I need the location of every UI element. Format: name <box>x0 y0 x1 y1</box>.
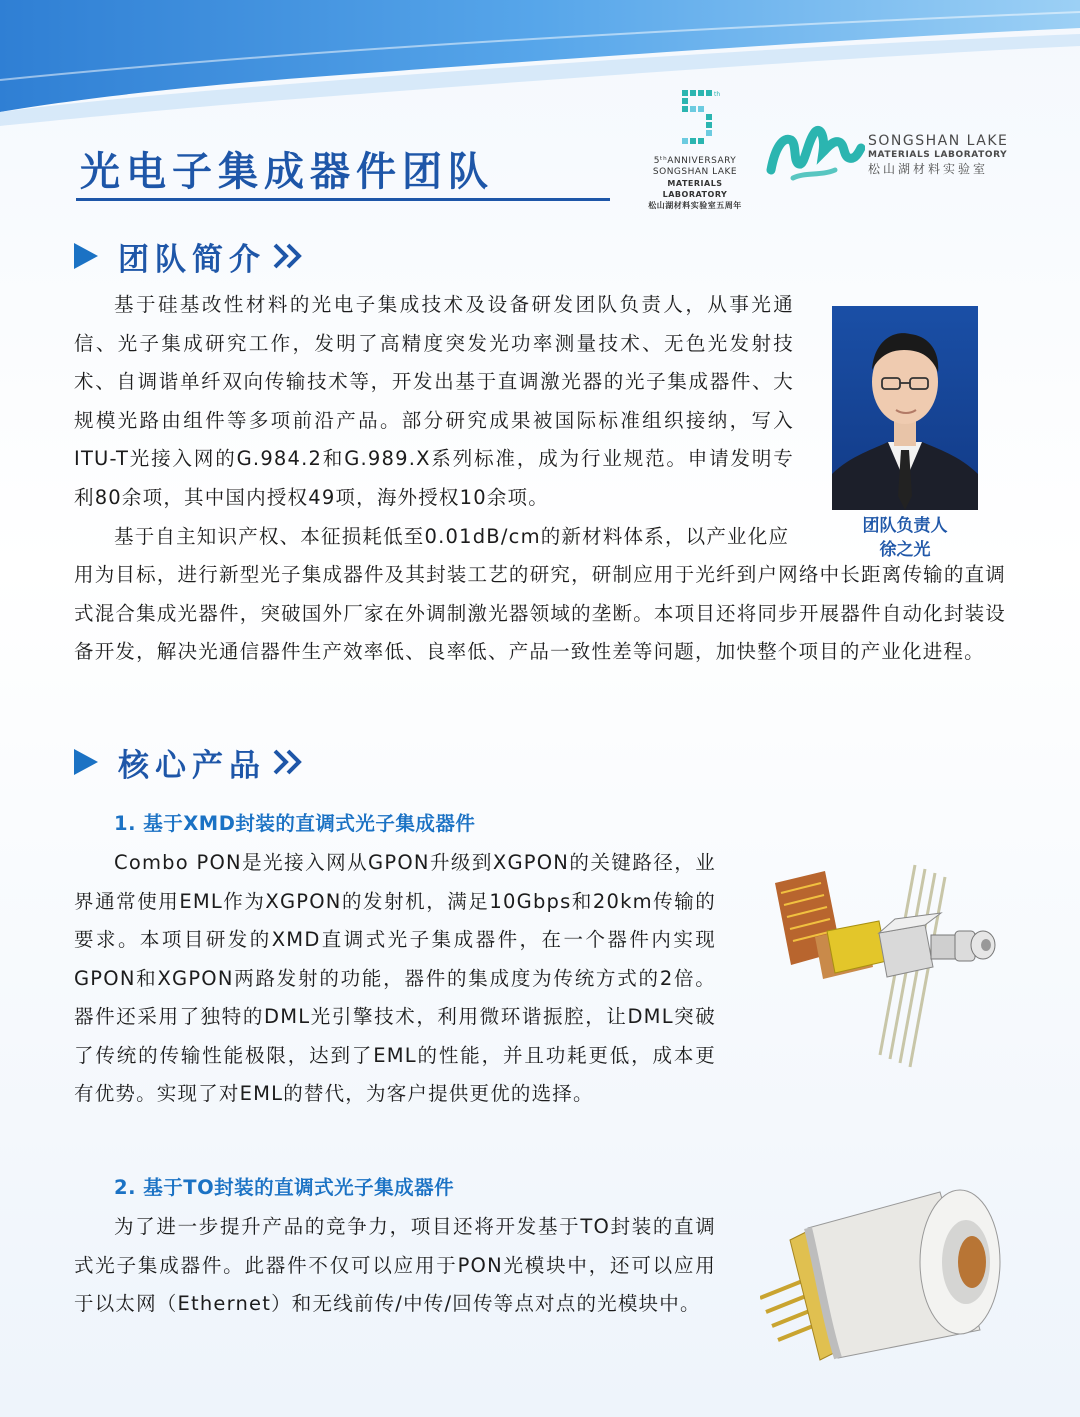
double-chevron-icon <box>272 748 306 776</box>
leader-caption <box>832 514 978 562</box>
songshan-lake-lab-logo-icon <box>765 118 865 190</box>
intro-paragraph-1: 基于硅基改性材料的光电子集成技术及设备研发团队负责人，从事光通信、光子集成研究工作，发明了高精度突发光功率测量技术、无色光发射技术、自调谐单纤双向传输技术等，开发出基于直调激光器的光子集成器件、大规模光路由组件等多项前沿产品。部分研究成果被国际标准组织接纳，写入ITU-T光接入网的G.984.2和G.989.X系列标准，成为行业规范。申请发明专利80余项，其中国内授权49项，海外授权10余项。 <box>74 293 794 509</box>
triangle-bullet-icon <box>74 243 98 269</box>
lab-logo-text <box>868 133 1008 177</box>
anniversary-line3: MATERIALS LABORATORY <box>662 179 728 199</box>
to-device-image <box>760 1180 1060 1370</box>
lab-logo-en-line2: MATERIALS LABORATORY <box>868 150 1008 160</box>
section-heading-text: 团队简介 <box>118 241 266 278</box>
product-1-title: 1. 基于XMD封装的直调式光子集成器件 <box>114 812 476 835</box>
five-anniversary-icon <box>660 88 730 152</box>
leader-caption-role: 团队负责人 <box>862 516 948 536</box>
section-heading-products <box>74 740 306 784</box>
product-2-body: 为了进一步提升产品的竞争力，项目还将开发基于TO封装的直调式光子集成器件。此器件不仅可以应用于PON光模块中，还可以应用于以太网（Ethernet）和无线前传/中传/回传等点对点的光模块中。 <box>74 1215 716 1315</box>
intro-paragraph-2-part-1: 基于自主知识产权、本征损耗低至0.01dB/cm的新材料体系，以产业化应 <box>114 525 790 548</box>
team-leader-photo <box>832 306 978 510</box>
header-wave-band <box>0 0 1080 130</box>
anniversary-logo <box>640 88 750 211</box>
section-heading-text: 核心产品 <box>118 747 266 784</box>
page-title: 光电子集成器件团队 <box>80 149 494 195</box>
xmd-device-image <box>755 855 1010 1080</box>
intro-paragraph-2-part-2: 用为目标，进行新型光子集成器件及其封装工艺的研究，研制应用于光纤到户网络中长距离传输的直调式混合集成光器件，突破国外厂家在外调制激光器领域的垄断。本项目还将同步开展器件自动化封装设备开发，解决光通信器件生产效率低、良率低、产品一致性差等问题，加快整个项目的产业化进程。 <box>74 563 1006 663</box>
lab-logo-cn: 松山湖材料实验室 <box>868 162 989 176</box>
anniversary-line2: SONGSHAN LAKE <box>652 167 738 177</box>
svg-text:th: th <box>714 91 721 98</box>
product-1-body: Combo PON是光接入网从GPON升级到XGPON的关键路径，业界通常使用EML作为XGPON的发射机，满足10Gbps和20km传输的要求。本项目研发的XMD直调式光子集成器件，在一个器件内实现GPON和XGPON两路发射的功能，器件的集成度为传统方式的2倍。器件还采用了独特的DML光引擎技术，利用微环谐振腔，让DML突破了传统的传输性能极限，达到了EML的性能，并且功耗更低，成本更有优势。实现了对EML的替代，为客户提供更优的选择。 <box>74 851 716 1105</box>
title-underline <box>76 198 610 201</box>
leader-caption-name: 徐之光 <box>879 540 931 560</box>
double-chevron-icon <box>272 242 306 270</box>
anniversary-line4: 松山湖材料实验室五周年 <box>648 201 742 210</box>
product-2-title: 2. 基于TO封装的直调式光子集成器件 <box>114 1176 455 1199</box>
anniversary-line1: 5ᵗʰANNIVERSARY <box>653 156 737 166</box>
lab-logo-en-line1: SONGSHAN LAKE <box>868 133 1009 149</box>
section-heading-intro <box>74 234 306 278</box>
triangle-bullet-icon <box>74 749 98 775</box>
